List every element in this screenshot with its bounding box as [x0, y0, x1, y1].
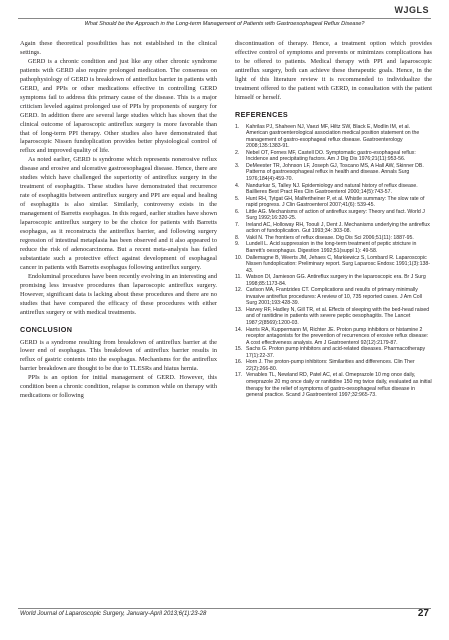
reference-item: [235, 255, 432, 275]
reference-item: [235, 346, 432, 359]
reference-number: 5.: [235, 195, 240, 202]
reference-number: 9.: [235, 241, 240, 248]
reference-number: 14.: [235, 326, 243, 333]
reference-text: Watson DI, Jamieson GG. Antireflux surgery in the laparoscopic era. Br J Surg 1998;85:1173-84.: [246, 274, 426, 287]
body-paragraph: GERD is a chronic condition and just like any other chronic syndrome patients with GERD also require prolonged medication. The consensus on pathophysiology of GERD is breakdown of antireflux barrier in patients with GERD, and PPIs or other medications effective in controlling GERD symptoms fail to address this primary cause of the disease. This is a major criticism leveled against prolonged use of PPIs by proponents of surgery for GERD. In addition there are several large studies which has shown that the clinical outcome of laparoscopic antireflux surgery is more favorable than that of long-term PPI therapy. Other studies also have demonstrated that laparoscopic Nissen fundoplication provides better physiological control of reflux and improved quality of life.: [20, 57, 217, 155]
reference-item: [235, 150, 432, 163]
reference-item: [235, 209, 432, 222]
reference-item: [235, 274, 432, 287]
reference-item: [235, 183, 432, 196]
reference-item: [235, 327, 432, 347]
reference-number: 2.: [235, 149, 240, 156]
reference-text: Ireland AC, Holloway RH, Toouli J, Dent J. Mechanisms underlying the antireflux action of fundoplication. Gut 1993;34: 303-08.: [246, 221, 430, 235]
body-paragraph: Again these theoretical possibilities has not established in the clinical settings.: [20, 40, 217, 56]
reference-text: DeMeester TR, Johnson LF, Joseph GJ, Toscano MS, A Hall AW, Skinner DB. Patterns of gastroesophageal reflux in health and disease. Annals Surg 1976;184(4):459-70.: [246, 162, 424, 182]
reference-item: [235, 359, 432, 372]
reference-item: [235, 241, 432, 254]
reference-number: 6.: [235, 208, 240, 215]
reference-item: [235, 372, 432, 398]
reference-item: [235, 287, 432, 307]
reference-number: 1.: [235, 123, 240, 130]
reference-item: [235, 196, 432, 209]
reference-text: Venables TL, Newland RD, Patel AC, et al. Omeprazole 10 mg once daily, omeprazole 20 mg once daily or ranitidine 150 mg twice daily, evaluated as initial therapy for the relief of symptoms of gastro-oesophageal reflux disease in general practice. Scand J Gastroenterol 1997;32:965-73.: [246, 372, 432, 399]
conclusion-heading: CONCLUSION: [20, 324, 73, 334]
reference-text: Sachs G. Proton pump inhibitors and acid-related diseases. Pharmacotherapy 17(1):22-37.: [246, 346, 426, 359]
reference-list: [235, 124, 432, 399]
reference-number: 10.: [235, 254, 243, 261]
reference-number: 12.: [235, 287, 243, 294]
journal-logo: WJGLS: [394, 5, 429, 15]
reference-item: [235, 163, 432, 183]
left-column: [20, 40, 217, 401]
reference-text: Hunt RH, Tytgat GH, Malfertheiner P, et al. Whistle summary: The slow rate of rapid progress. J Clin Gastroenterol 2007;41(6): 539-45.: [246, 195, 425, 209]
reference-number: 4.: [235, 182, 240, 189]
reference-number: 3.: [235, 162, 240, 169]
footer-divider: [18, 608, 431, 609]
reference-number: 15.: [235, 346, 243, 353]
reference-text: Harris RA, Kuppermann M, Richter JE. Proton pump inhibitors or histamine 2 receptor antagonists for the prevention of recurrences of erosive reflux disease: A cost effectiveness analysis. Am J Gastroenterol 92(12):2179-87.: [246, 326, 429, 346]
reference-number: 7.: [235, 221, 240, 228]
reference-text: Vakil N. The frontiers of reflux disease. Dig Dis Sci 2006;51(11): 1887-95.: [246, 234, 414, 241]
references-heading: REFERENCES: [235, 109, 289, 119]
reference-item: [235, 307, 432, 327]
page-number: 27: [417, 608, 429, 619]
reference-number: 13.: [235, 306, 243, 313]
body-paragraph: PPIs is an option for initial management of GERD. However, this condition been a chronic condition, relapse is common while on therapy with medications or following: [20, 374, 217, 400]
header-divider: [18, 18, 431, 19]
body-paragraph: As noted earlier, GERD is syndrome which represents nonerosive reflux disease and erosive and ulcerative gastroesophageal disease. Hence, there are studies which have challenged the superiority of antireflux surgery in the treatment of esophagitis. These studies have demonstrated that recurrence rate of esophagitis between antireflux surgery and PPI are equal and healing of esophagitis is also similar. Similarly, controversy exists in the management of Barretts esophagus. In this regard, earlier studies have shown laparoscopic antireflux surgery to be the choice for patients with Barretts esophagus, as it reconstructs the antireflux barrier, and following surgery regression of intestinal metaplasia has been observed and it also appeared to reduce the risk of adenocarcinoma. But a recent meta-analysis has failed substantiate such a protective effect against development of esophageal cancer in patients with Barretts esophagus following antireflux surgery.: [20, 156, 217, 271]
reference-number: 8.: [235, 234, 240, 241]
reference-text: Horn J. The proton-pump inhibitors: Similarities and differences. Clin Ther 22(2):266-80.: [246, 359, 415, 372]
body-paragraph: discontinuation of therapy. Hence, a treatment option which provides effective control of symptoms and prevents or minimizes complications has to be offered to patients. Medical therapy with PPI and laparoscopic antireflux surgery, both can achieve these therapeutic goals. Hence, in the light of this literature review it is recommended to individualize the treatment offered to the patient with GERD, in consultation with the patient himself or herself.: [235, 40, 432, 101]
reference-text: Nebel OT, Fornes MF, Castell DO. Symptomatic gastro-esophageal reflux: Incidence and precipitating factors. Am J Dig Dis 1976;21(11):953-56.: [246, 149, 416, 163]
reference-number: 16.: [235, 359, 243, 366]
reference-item: [235, 222, 432, 235]
reference-text: Kahrilas PJ, Shaheen NJ, Vaezi MF, Hiltz SW, Black E, Modlin IM, et al. American gastroenterological association medical position statement on the management of gastro-esophageal reflux disease. Gastroenterology 2008;135:1383-91.: [246, 123, 420, 150]
running-title: What Should be the Approach in the Long-term Management of Patients with Gastroesophageal Reflux Disease?: [84, 21, 365, 27]
reference-number: 17.: [235, 372, 243, 379]
reference-text: Nandurkar S, Talley NJ. Epidemiology and natural history of reflux disease. Baillieres Best Pract Res Clin Gastroenterol 2000;14(5):743-57.: [246, 182, 418, 196]
reference-text: Carlson MA, Frantzides CT. Complications and results of primary minimally invasive antireflux procedures: A review of 10, 735 reported cases. J Am Coll Surg 2001;193:428-39.: [246, 287, 422, 307]
reference-text: Harvey RF, Hadley N, Gill TR, et al. Effects of sleeping with the bed-head raised and of ranitidine in patients with severe peptic oesophagitis. The Lancet 1987;2(8569):1200-03.: [246, 306, 430, 327]
reference-text: Dallemagne B, Weerts JM, Jehaes C, Markiewicz S, Lombard R. Laparoscopic Nissen fundoplication: Preliminary report. Surg Laparosc Endosc 1991;1(3):138-43.: [246, 254, 430, 274]
reference-number: 11.: [235, 274, 242, 281]
right-column: [235, 40, 432, 399]
body-paragraph: Endoluminal procedures have been recently evolving in an interesting and promising less invasive procedures than laparoscopic antireflux surgery. However, significant data is lacking about these procedures and there are no studies that have compared the efficacy of these procedures with either antireflux surgery or with medical treatments.: [20, 272, 217, 316]
body-paragraph: GERD is a syndrome resulting from breakdown of antireflux barrier at the lower end of esophagus. This breakdown of antireflux barrier results in reflux of gastric contents into the esophagus. Mechanisms for the antireflux barrier breakdown are thought to be due to TLESRs and hiatus hernia.: [20, 338, 217, 373]
journal-citation: World Journal of Laparoscopic Surgery, January-April 2013;6(1):23-28: [20, 611, 207, 617]
reference-text: Lundell L. Acid suppression in the long-term treatment of peptic stricture in Barrett's oesophagus. Digestion 1992;51(suppl 1): 49-58.: [246, 241, 417, 255]
reference-item: [235, 124, 432, 150]
reference-text: Little AG. Mechanisms of action of antireflux surgery: Theory and fact. World J Surg 1992;16:320-25.: [246, 208, 425, 222]
